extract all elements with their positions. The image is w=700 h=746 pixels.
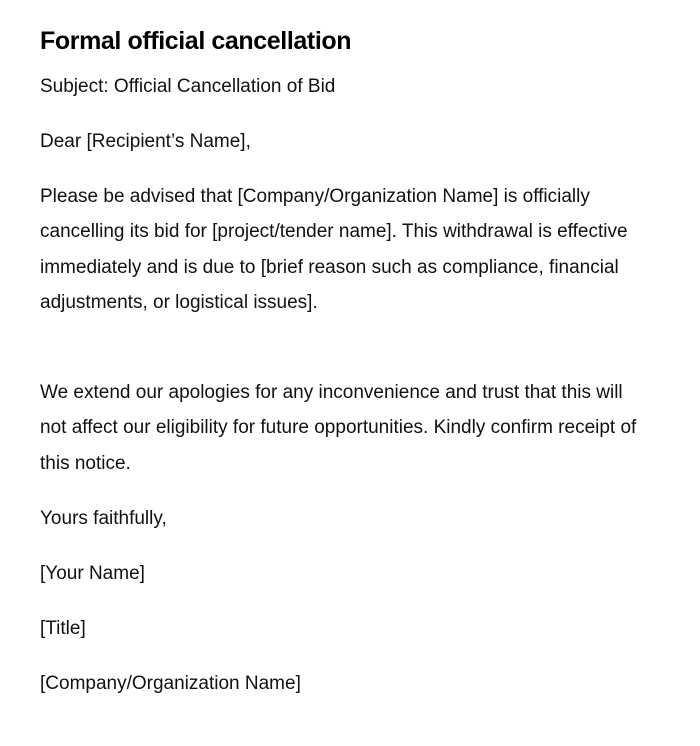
subject-line: Subject: Official Cancellation of Bid <box>40 76 336 97</box>
signature-company: [Company/Organization Name] <box>40 673 301 694</box>
document-title: Formal official cancellation <box>40 27 352 55</box>
greeting-line: Dear [Recipient’s Name], <box>40 131 251 152</box>
signature-name: [Your Name] <box>40 563 145 584</box>
body-paragraph: We extend our apologies for any inconvenience and trust that this will not affect our eligibility for future opportunities. Kindly confirm receipt of this notice. <box>40 382 637 474</box>
signature-title: [Title] <box>40 618 86 639</box>
body-paragraph: Please be advised that [Company/Organization Name] is officially cancelling its bid for [project/tender name]. This withdrawal is effective immediately and is due to [brief reason such as compliance, financial adjustments, or logistical issues]. <box>40 186 628 313</box>
closing-line: Yours faithfully, <box>40 508 167 529</box>
